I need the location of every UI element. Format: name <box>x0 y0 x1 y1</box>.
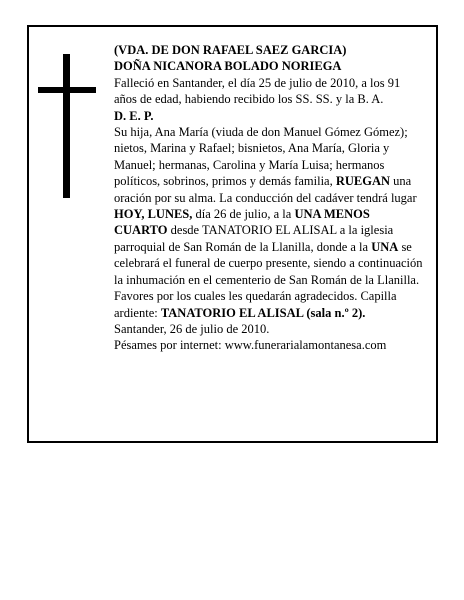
dep-line: D. E. P. <box>114 108 154 123</box>
obituary-text <box>114 42 424 354</box>
condolences-line: Pésames por internet: www.funerarialamontanesa.com <box>114 338 387 353</box>
una-text: UNA <box>371 239 399 254</box>
cross-vertical-bar <box>63 54 70 198</box>
death-info: Falleció en Santander, el día 25 de julio de 2010, a los 91 años de edad, habiendo recibido los SS. SS. y la B. A. <box>114 75 401 107</box>
from-text: desde TANATORIO EL ALISAL a la iglesia parroquial de San Román de la Llanilla, donde a la <box>114 223 394 254</box>
hour-text: UNA MENOS CUARTO <box>114 207 370 238</box>
cross-horizontal-bar <box>38 87 96 93</box>
deceased-name: DOÑA NICANORA BOLADO NORIEGA <box>114 59 342 74</box>
widow-of-line: (VDA. DE DON RAFAEL SAEZ GARCIA) <box>114 43 347 57</box>
hoy-lunes-text: HOY, LUNES, <box>114 207 193 222</box>
family-text: Su hija, Ana María (viuda de don Manuel Gómez Gómez); nietos, Marina y Rafael; bisnietos, Ana María, Gloria y Manuel; hermanas, Carolina y María Luisa; hermanos políticos, sobrinos, primos y demás familia, <box>114 125 408 189</box>
ruegan-text: RUEGAN <box>335 174 391 189</box>
place-date: Santander, 26 de julio de 2010. <box>114 321 270 336</box>
funeral-text: se celebrará el funeral de cuerpo presente, siendo a continuación la inhumación en el cementerio de San Román de la Llanilla. Favores por los cuales les quedarán agradecidos. Capilla ardiente: <box>114 239 423 320</box>
date-text: día 26 de julio, a la <box>195 207 292 222</box>
prayer-text: una oración por su alma. La conducción del cadáver tendrá lugar <box>114 174 417 205</box>
chapel-text: TANATORIO EL ALISAL (sala n.º 2). <box>160 305 366 320</box>
cross-icon <box>38 54 96 198</box>
main-paragraph <box>114 124 424 321</box>
